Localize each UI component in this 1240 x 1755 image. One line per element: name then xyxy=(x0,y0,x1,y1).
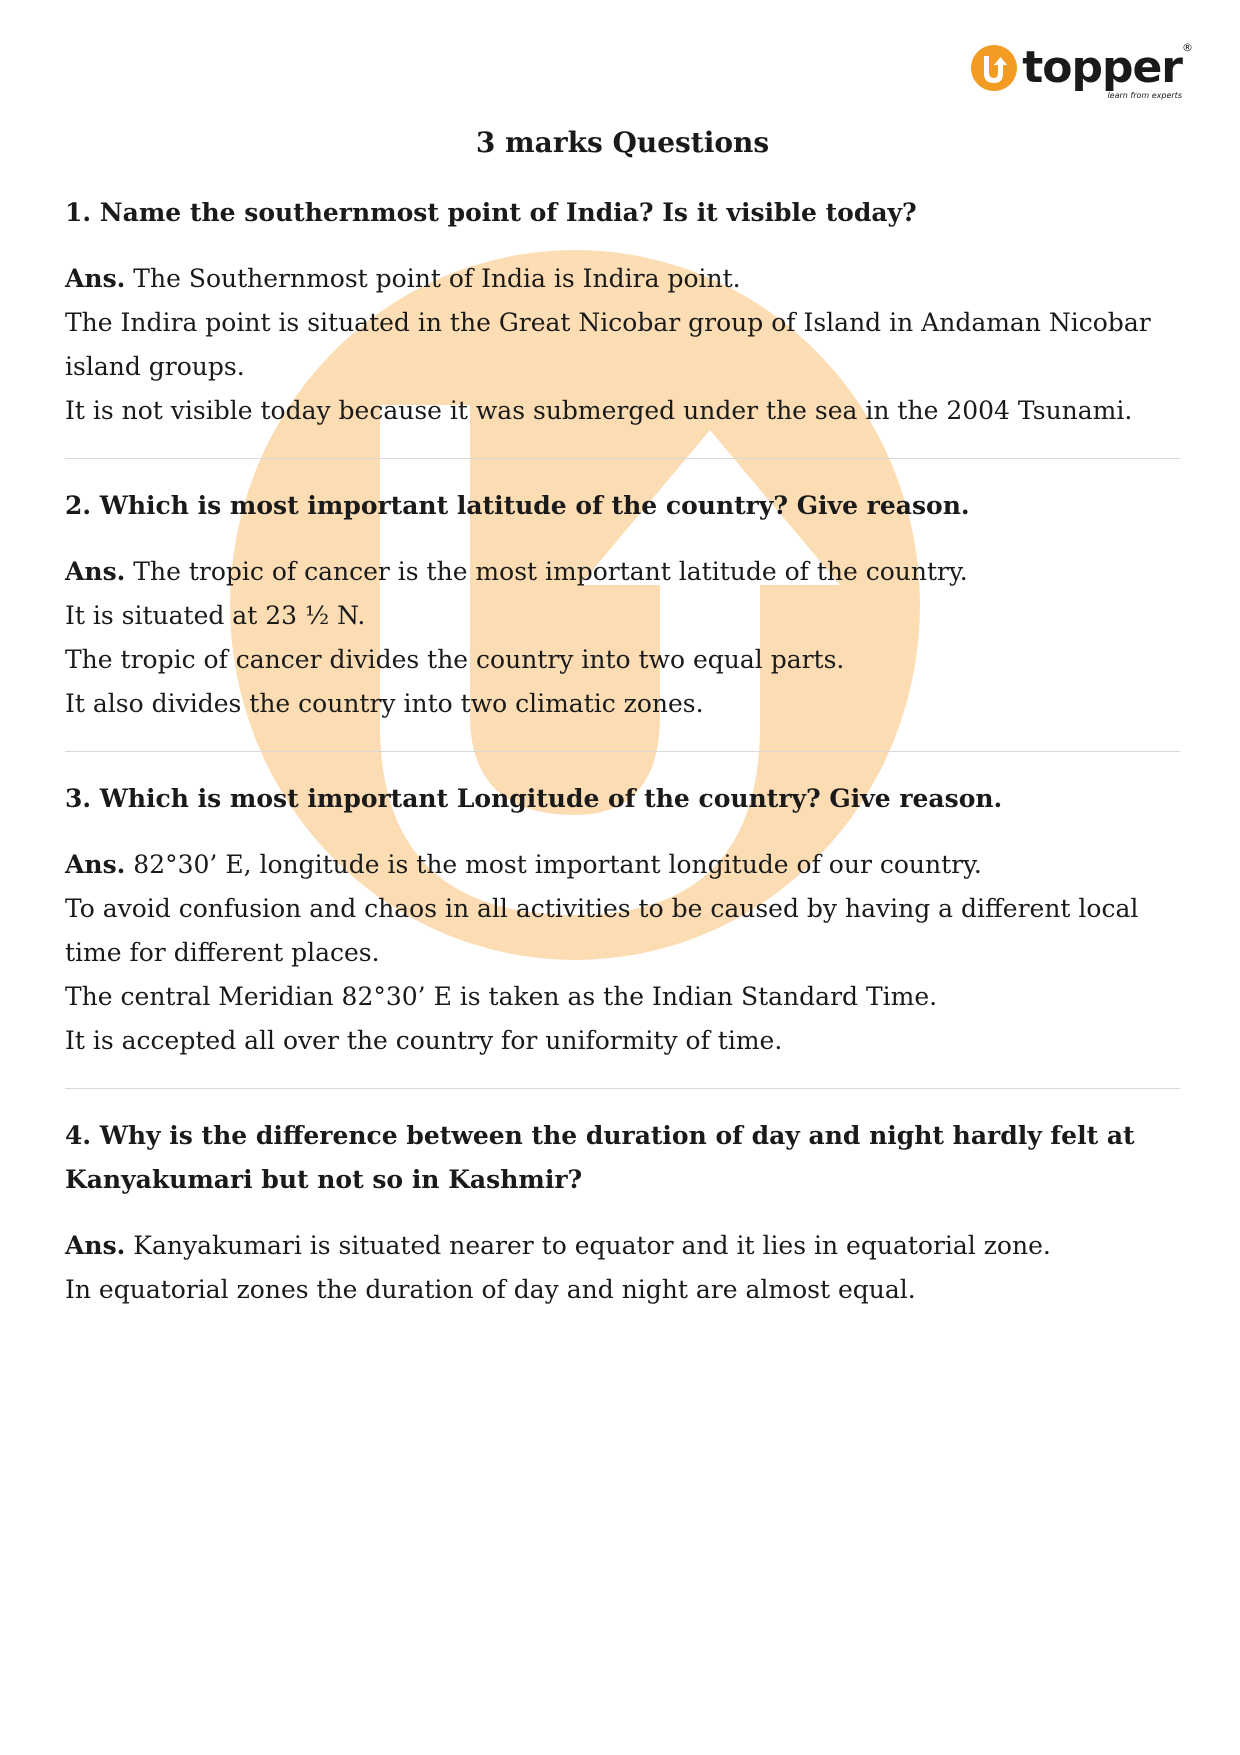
question-block-1 xyxy=(65,191,1180,433)
divider xyxy=(65,751,1180,752)
answer-label: Ans. xyxy=(65,264,126,293)
divider xyxy=(65,458,1180,459)
answer-line: To avoid confusion and chaos in all activities to be caused by having a different local time for different places. xyxy=(65,894,1139,967)
answer-line: It is situated at 23 ½ N. xyxy=(65,601,366,630)
answer-text: The tropic of cancer is the most important latitude of the country. xyxy=(125,557,968,586)
answer-4 xyxy=(65,1224,1180,1312)
answer-line xyxy=(65,550,1180,594)
logo-registered-mark: ® xyxy=(1182,41,1192,54)
question-3: 3. Which is most important Longitude of the country? Give reason. xyxy=(65,784,1003,813)
answer-label: Ans. xyxy=(65,1231,126,1260)
question-block-3 xyxy=(65,777,1180,1063)
answer-label: Ans. xyxy=(65,850,126,879)
answer-line xyxy=(65,257,1180,301)
brand-logo[interactable] xyxy=(970,41,1192,100)
logo-tagline: learn from experts xyxy=(1107,91,1182,100)
answer-label: Ans. xyxy=(65,557,126,586)
answer-line: It is accepted all over the country for uniformity of time. xyxy=(65,1026,783,1055)
answer-3 xyxy=(65,843,1180,1063)
logo-name: topper xyxy=(1022,42,1182,93)
answer-text: The Southernmost point of India is Indira point. xyxy=(125,264,741,293)
answer-2 xyxy=(65,550,1180,726)
question-4: 4. Why is the difference between the duration of day and night hardly felt at Kanyakumari but not so in Kashmir? xyxy=(65,1121,1135,1194)
answer-line xyxy=(65,843,1180,887)
answer-line: It is not visible today because it was submerged under the sea in the 2004 Tsunami. xyxy=(65,396,1133,425)
answer-line: The Indira point is situated in the Great Nicobar group of Island in Andaman Nicobar island groups. xyxy=(65,308,1151,381)
question-block-4 xyxy=(65,1114,1180,1312)
answer-text: Kanyakumari is situated nearer to equator and it lies in equatorial zone. xyxy=(125,1231,1051,1260)
answer-text: 82°30’ E, longitude is the most important longitude of our country. xyxy=(125,850,982,879)
answer-line: In equatorial zones the duration of day and night are almost equal. xyxy=(65,1275,916,1304)
answer-line xyxy=(65,1224,1180,1268)
question-1: 1. Name the southernmost point of India? Is it visible today? xyxy=(65,198,917,227)
divider xyxy=(65,1088,1180,1089)
page-title: 3 marks Questions xyxy=(475,126,770,159)
answer-line: The tropic of cancer divides the country into two equal parts. xyxy=(65,645,845,674)
question-block-2 xyxy=(65,484,1180,726)
answer-line: It also divides the country into two climatic zones. xyxy=(65,689,704,718)
logo-wordmark xyxy=(1022,41,1192,100)
topper-logo-icon xyxy=(970,44,1018,92)
question-2: 2. Which is most important latitude of the country? Give reason. xyxy=(65,491,970,520)
answer-line: The central Meridian 82°30’ E is taken as the Indian Standard Time. xyxy=(65,982,938,1011)
answer-1 xyxy=(65,257,1180,433)
document-body xyxy=(65,126,1180,1312)
